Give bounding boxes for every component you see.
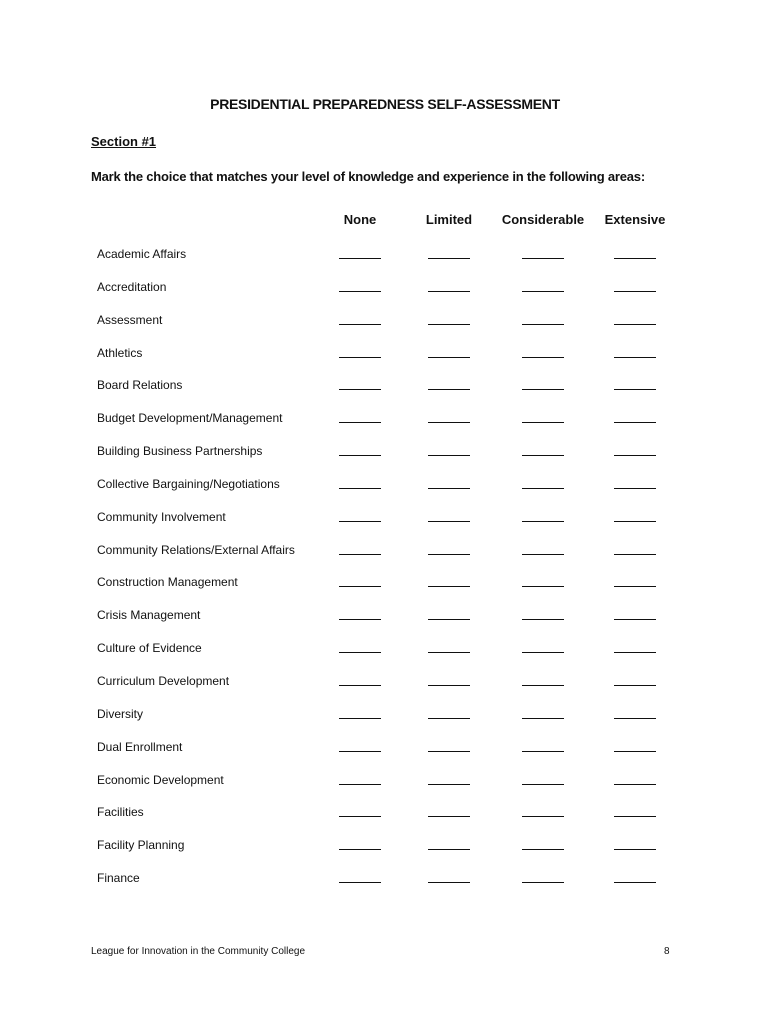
assessment-row <box>0 374 770 407</box>
area-label: Curriculum Development <box>97 673 230 688</box>
answer-blank-extensive[interactable] <box>614 882 656 883</box>
answer-blank-none[interactable] <box>339 652 381 653</box>
answer-blank-considerable[interactable] <box>522 258 564 259</box>
column-header-limited: Limited <box>425 212 473 227</box>
answer-blank-extensive[interactable] <box>614 586 656 587</box>
instructions-text: Mark the choice that matches your level of knowledge and experience in the following areas: <box>91 169 645 184</box>
answer-blank-extensive[interactable] <box>614 488 656 489</box>
area-label: Culture of Evidence <box>97 641 202 656</box>
answer-blank-limited[interactable] <box>428 849 470 850</box>
answer-blank-extensive[interactable] <box>614 816 656 817</box>
answer-blank-limited[interactable] <box>428 816 470 817</box>
area-label: Construction Management <box>97 575 238 590</box>
area-label: Academic Affairs <box>97 247 187 261</box>
answer-blank-extensive[interactable] <box>614 784 656 785</box>
answer-blank-none[interactable] <box>339 849 381 850</box>
assessment-row <box>0 703 770 736</box>
answer-blank-considerable[interactable] <box>522 586 564 587</box>
answer-blank-none[interactable] <box>339 784 381 785</box>
answer-blank-considerable[interactable] <box>522 291 564 292</box>
answer-blank-limited[interactable] <box>428 718 470 719</box>
answer-blank-extensive[interactable] <box>614 718 656 719</box>
answer-blank-extensive[interactable] <box>614 291 656 292</box>
assessment-row <box>0 834 770 867</box>
assessment-row <box>0 604 770 637</box>
answer-blank-extensive[interactable] <box>614 389 656 390</box>
answer-blank-extensive[interactable] <box>614 652 656 653</box>
answer-blank-extensive[interactable] <box>614 685 656 686</box>
assessment-row <box>0 670 770 703</box>
assessment-row <box>0 571 770 604</box>
area-label: Facilities <box>97 805 144 820</box>
area-label: Assessment <box>97 312 163 327</box>
answer-blank-limited[interactable] <box>428 291 470 292</box>
answer-blank-considerable[interactable] <box>522 718 564 719</box>
area-label: Economic Development <box>97 772 224 787</box>
answer-blank-limited[interactable] <box>428 784 470 785</box>
assessment-row <box>0 637 770 670</box>
answer-blank-none[interactable] <box>339 488 381 489</box>
answer-blank-considerable[interactable] <box>522 784 564 785</box>
answer-blank-none[interactable] <box>339 816 381 817</box>
answer-blank-considerable[interactable] <box>522 751 564 752</box>
answer-blank-limited[interactable] <box>428 258 470 259</box>
footer-organization: League for Innovation in the Community College <box>91 946 306 957</box>
answer-blank-considerable[interactable] <box>522 685 564 686</box>
answer-blank-considerable[interactable] <box>522 488 564 489</box>
area-label: Community Relations/External Affairs <box>97 542 295 557</box>
answer-blank-considerable[interactable] <box>522 816 564 817</box>
answer-blank-considerable[interactable] <box>522 324 564 325</box>
assessment-row <box>0 276 770 309</box>
assessment-rows <box>0 243 770 900</box>
answer-blank-extensive[interactable] <box>614 258 656 259</box>
answer-blank-considerable[interactable] <box>522 357 564 358</box>
answer-blank-considerable[interactable] <box>522 652 564 653</box>
area-label: Community Involvement <box>97 509 226 524</box>
answer-blank-considerable[interactable] <box>522 389 564 390</box>
answer-blank-none[interactable] <box>339 619 381 620</box>
area-label: Diversity <box>97 706 144 721</box>
assessment-row <box>0 506 770 539</box>
assessment-row <box>0 867 770 900</box>
assessment-row <box>0 769 770 802</box>
answer-blank-limited[interactable] <box>428 619 470 620</box>
answer-blank-extensive[interactable] <box>614 521 656 522</box>
assessment-row <box>0 243 770 276</box>
answer-blank-none[interactable] <box>339 751 381 752</box>
answer-blank-limited[interactable] <box>428 455 470 456</box>
answer-blank-none[interactable] <box>339 357 381 358</box>
answer-blank-extensive[interactable] <box>614 455 656 456</box>
area-label: Facility Planning <box>97 838 185 853</box>
answer-blank-limited[interactable] <box>428 324 470 325</box>
assessment-row <box>0 539 770 572</box>
assessment-row <box>0 736 770 769</box>
answer-blank-limited[interactable] <box>428 882 470 883</box>
page-number: 8 <box>664 946 670 957</box>
answer-blank-considerable[interactable] <box>522 619 564 620</box>
area-label: Dual Enrollment <box>97 739 183 754</box>
assessment-row <box>0 440 770 473</box>
assessment-row <box>0 407 770 440</box>
answer-blank-none[interactable] <box>339 291 381 292</box>
answer-blank-limited[interactable] <box>428 751 470 752</box>
answer-blank-extensive[interactable] <box>614 751 656 752</box>
answer-blank-extensive[interactable] <box>614 619 656 620</box>
section-label: Section #1 <box>91 134 157 149</box>
answer-blank-limited[interactable] <box>428 685 470 686</box>
answer-blank-limited[interactable] <box>428 554 470 555</box>
answer-blank-none[interactable] <box>339 685 381 686</box>
answer-blank-none[interactable] <box>339 324 381 325</box>
assessment-row <box>0 801 770 834</box>
answer-blank-extensive[interactable] <box>614 554 656 555</box>
area-label: Budget Development/Management <box>97 411 283 426</box>
answer-blank-limited[interactable] <box>428 389 470 390</box>
area-label: Athletics <box>97 345 143 360</box>
answer-blank-limited[interactable] <box>428 357 470 358</box>
answer-blank-extensive[interactable] <box>614 357 656 358</box>
answer-blank-limited[interactable] <box>428 488 470 489</box>
answer-blank-none[interactable] <box>339 258 381 259</box>
column-header-extensive: Extensive <box>604 212 666 227</box>
area-label: Finance <box>97 871 140 886</box>
answer-blank-considerable[interactable] <box>522 521 564 522</box>
answer-blank-extensive[interactable] <box>614 324 656 325</box>
answer-blank-considerable[interactable] <box>522 882 564 883</box>
area-label: Building Business Partnerships <box>97 444 263 459</box>
area-label: Collective Bargaining/Negotiations <box>97 476 280 491</box>
answer-blank-none[interactable] <box>339 521 381 522</box>
answer-blank-none[interactable] <box>339 586 381 587</box>
column-header-considerable: Considerable <box>501 212 585 227</box>
area-label: Accreditation <box>97 279 167 294</box>
assessment-row <box>0 473 770 506</box>
answer-blank-limited[interactable] <box>428 652 470 653</box>
answer-blank-none[interactable] <box>339 389 381 390</box>
answer-blank-considerable[interactable] <box>522 455 564 456</box>
area-label: Board Relations <box>97 378 183 393</box>
column-header-none: None <box>343 212 377 227</box>
answer-blank-considerable[interactable] <box>522 554 564 555</box>
answer-blank-none[interactable] <box>339 882 381 883</box>
assessment-row <box>0 309 770 342</box>
answer-blank-limited[interactable] <box>428 422 470 423</box>
assessment-row <box>0 342 770 375</box>
answer-blank-extensive[interactable] <box>614 849 656 850</box>
answer-blank-none[interactable] <box>339 455 381 456</box>
answer-blank-limited[interactable] <box>428 586 470 587</box>
answer-blank-none[interactable] <box>339 554 381 555</box>
answer-blank-considerable[interactable] <box>522 849 564 850</box>
answer-blank-limited[interactable] <box>428 521 470 522</box>
answer-blank-none[interactable] <box>339 422 381 423</box>
answer-blank-extensive[interactable] <box>614 422 656 423</box>
answer-blank-none[interactable] <box>339 718 381 719</box>
answer-blank-considerable[interactable] <box>522 422 564 423</box>
document-title: PRESIDENTIAL PREPAREDNESS SELF-ASSESSMENT <box>210 96 560 112</box>
area-label: Crisis Management <box>97 608 201 623</box>
